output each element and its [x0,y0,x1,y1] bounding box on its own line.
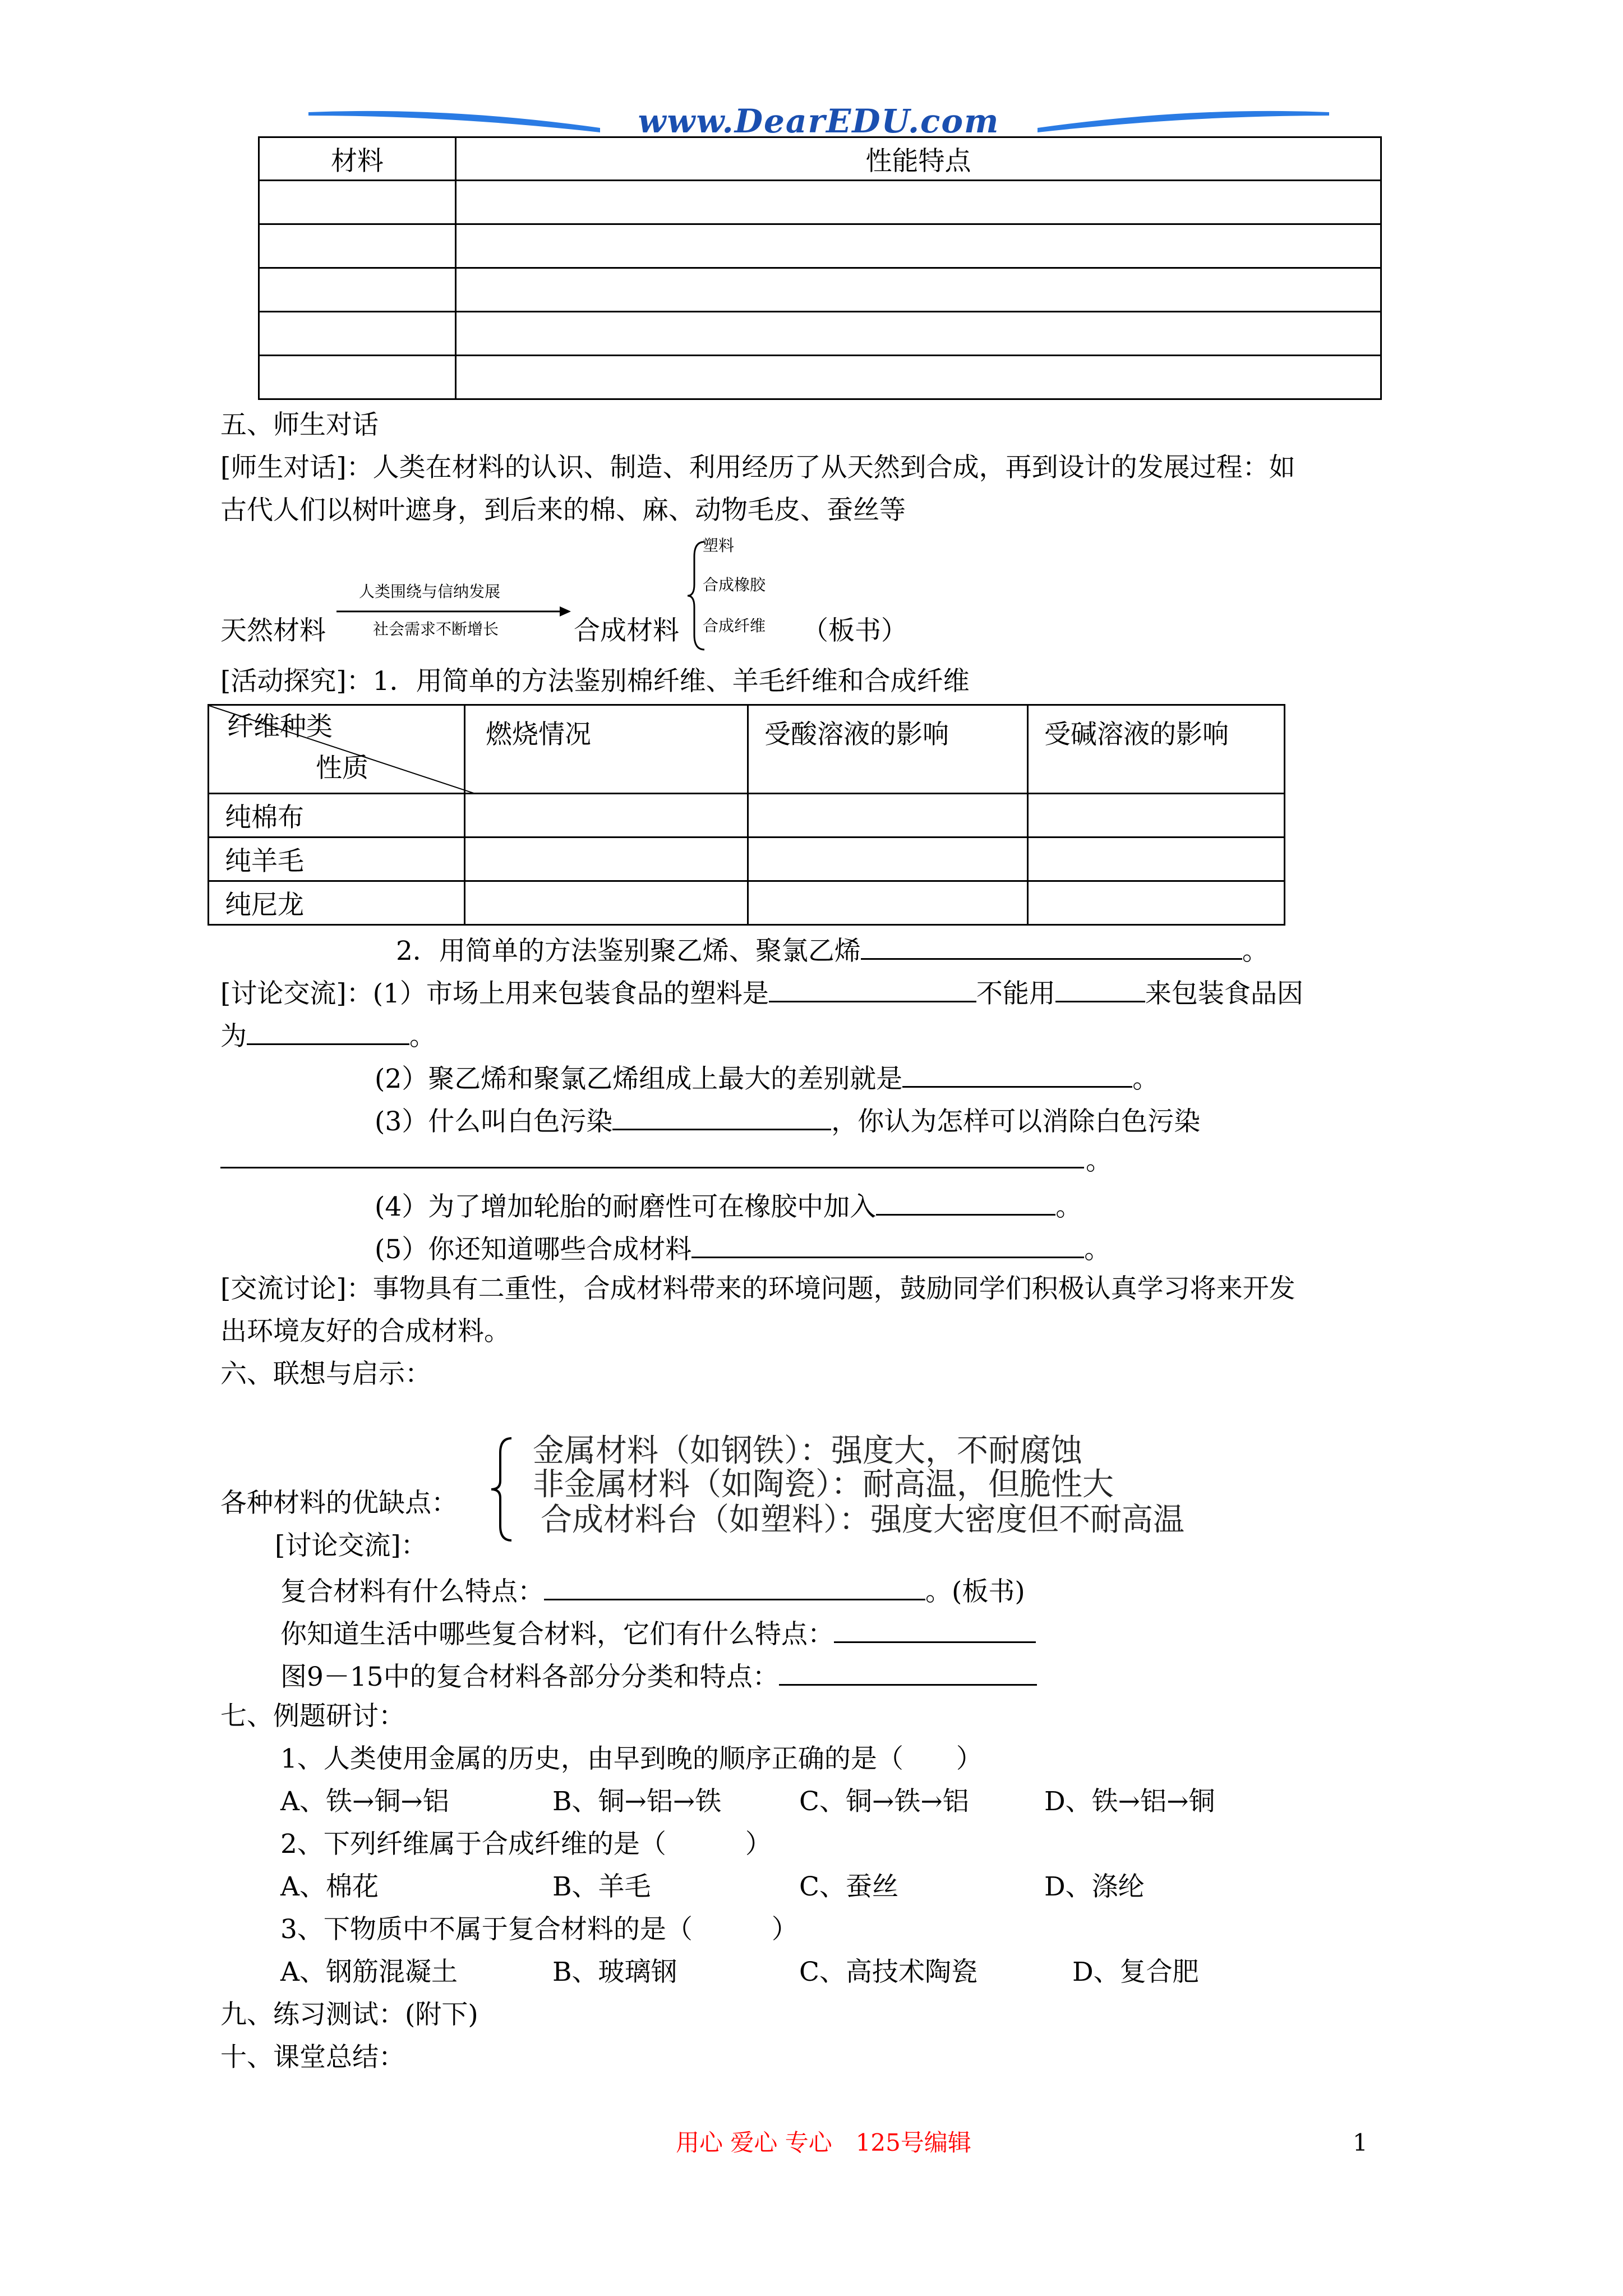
answer-blank[interactable] [834,1614,1036,1643]
answer-blank[interactable] [544,1572,925,1600]
table-row [209,838,1285,881]
question-option[interactable]: A、铁→铜→铝 [280,1786,449,1817]
question-stem: 3、下物质中不属于复合材料的是（ ） [280,1914,798,1945]
fiber-row-label: 纯羊毛 [209,838,465,881]
question-option[interactable]: D、复合肥 [1072,1957,1199,1987]
section6-title: 六、联想与启示： [220,1359,431,1389]
table-header-property: 性能特点 [456,137,1381,181]
question-option[interactable]: B、玻璃钢 [552,1957,677,1987]
question-option[interactable]: D、涤纶 [1044,1871,1145,1902]
fiber-header-alkali: 受碱溶液的影响 [1028,705,1285,794]
question-option[interactable]: D、铁→铝→铜 [1044,1786,1215,1817]
activity1: [活动探究]：1．用简单的方法鉴别棉纤维、羊毛纤维和合成纤维 [220,666,970,697]
table-row [209,881,1285,925]
page-number: 1 [1353,2129,1368,2156]
table-row [259,356,1381,399]
table-row [259,268,1381,312]
materials-pros-cons-label: 各种材料的优缺点： [220,1488,458,1519]
question-option[interactable]: B、铜→铝→铁 [552,1786,722,1817]
answer-blank[interactable] [247,1016,409,1045]
materials-table [258,136,1382,400]
flow-arrow-bottom: 社会需求不断增长 [373,620,499,638]
section6-q2: 你知道生活中哪些复合材料，它们有什么特点： [280,1614,1036,1651]
banner-text: www.DearEDU.com [638,102,1000,140]
fiber-header-acid: 受酸溶液的影响 [748,705,1028,794]
discuss5: (5）你还知道哪些合成材料 。 [375,1230,1110,1267]
table-row [259,224,1381,268]
answer-blank[interactable] [691,1230,1084,1258]
discuss3: (3）什么叫白色污染 ，你认为怎样可以消除白色污染 [375,1102,1200,1139]
fiber-row-label: 纯棉布 [209,794,465,838]
section9-title: 九、练习测试：(附下) [220,1999,478,2030]
fiber-row-label: 纯尼龙 [209,881,465,925]
question-option[interactable]: B、羊毛 [552,1871,651,1902]
flow-note: （板书） [802,615,907,646]
answer-blank[interactable] [1055,974,1145,1002]
material-item-nonmetal: 非金属材料（如陶瓷）：耐高温，但脆性大 [533,1466,1114,1503]
activity2: 2．用简单的方法鉴别聚乙烯、聚氯乙烯 。 [396,931,1269,968]
question-option[interactable]: C、高技术陶瓷 [799,1957,978,1987]
section6-discuss-title: [讨论交流]： [275,1530,427,1561]
section7-title: 七、例题研讨： [220,1701,405,1732]
answer-blank[interactable] [220,1167,1084,1168]
fiber-table [208,704,1285,926]
discuss2: (2）聚乙烯和聚氯乙烯组成上最大的差别就是 。 [375,1059,1159,1096]
question-option[interactable]: C、铜→铁→铝 [799,1786,969,1817]
discuss1-cont: 为 。 [220,1016,436,1053]
corner-top-label: 纤维种类 [227,711,333,742]
flow-branch-rubber: 合成橡胶 [703,576,766,594]
corner-bottom-label: 性质 [316,753,368,784]
section6-q1: 复合材料有什么特点： 。(板书) [280,1572,1025,1609]
question-option[interactable]: C、蚕丝 [799,1871,898,1902]
brace-icon [488,1436,516,1543]
flow-synthetic: 合成材料 [574,615,679,646]
header-banner [308,101,1329,140]
exchange-line2: 出环境友好的合成材料。 [220,1316,510,1347]
answer-blank[interactable] [876,1187,1055,1216]
discuss3-period: 。 [1086,1145,1112,1176]
question-option[interactable]: A、钢筋混凝土 [280,1957,458,1987]
answer-blank[interactable] [779,1657,1037,1686]
question-stem: 1、人类使用金属的历史，由早到晚的顺序正确的是（ ） [280,1743,983,1774]
table-header-material: 材料 [259,137,456,181]
flow-arrow-top: 人类围绕与信纳发展 [359,582,501,601]
question-stem: 2、下列纤维属于合成纤维的是（ ） [280,1829,772,1860]
section5-title: 五、师生对话 [220,409,379,440]
flow-arrow-icon [336,603,572,620]
answer-blank[interactable] [902,1059,1132,1088]
table-row [259,181,1381,224]
section6-q3: 图9－15中的复合材料各部分分类和特点： [280,1657,1037,1694]
exchange-line1: [交流讨论]：事物具有二重性，合成材料带来的环境问题，鼓励同学们积极认真学习将来开发 [220,1273,1295,1304]
material-item-metal: 金属材料（如钢铁）：强度大，不耐腐蚀 [533,1433,1082,1469]
fiber-table-corner [209,705,465,794]
flow-branch-plastic: 塑料 [703,536,735,555]
fiber-header-burning: 燃烧情况 [465,705,748,794]
dialog-line1: [师生对话]：人类在材料的认识、制造、利用经历了从天然到合成，再到设计的发展过程：如 [220,452,1295,483]
answer-blank[interactable] [612,1102,831,1130]
discuss1: [讨论交流]：(1）市场上用来包装食品的塑料是 不能用 来包装食品因 [220,974,1303,1011]
section10-title: 十、课堂总结： [220,2042,405,2073]
dialog-line2: 古代人们以树叶遮身，到后来的棉、麻、动物毛皮、蚕丝等 [220,495,906,526]
question-option[interactable]: A、棉花 [280,1871,379,1902]
answer-blank[interactable] [769,974,976,1002]
footer-text: 用心 爱心 专心 125号编辑 [676,2129,971,2156]
flow-natural: 天然材料 [220,615,326,646]
discuss4: (4）为了增加轮胎的耐磨性可在橡胶中加入 。 [375,1187,1082,1224]
material-item-synthetic: 合成材料台（如塑料）：强度大密度但不耐高温 [541,1502,1184,1538]
table-row [209,794,1285,838]
flow-branch-fiber: 合成纤维 [703,616,766,635]
answer-blank[interactable] [861,931,1242,960]
table-row [259,312,1381,356]
